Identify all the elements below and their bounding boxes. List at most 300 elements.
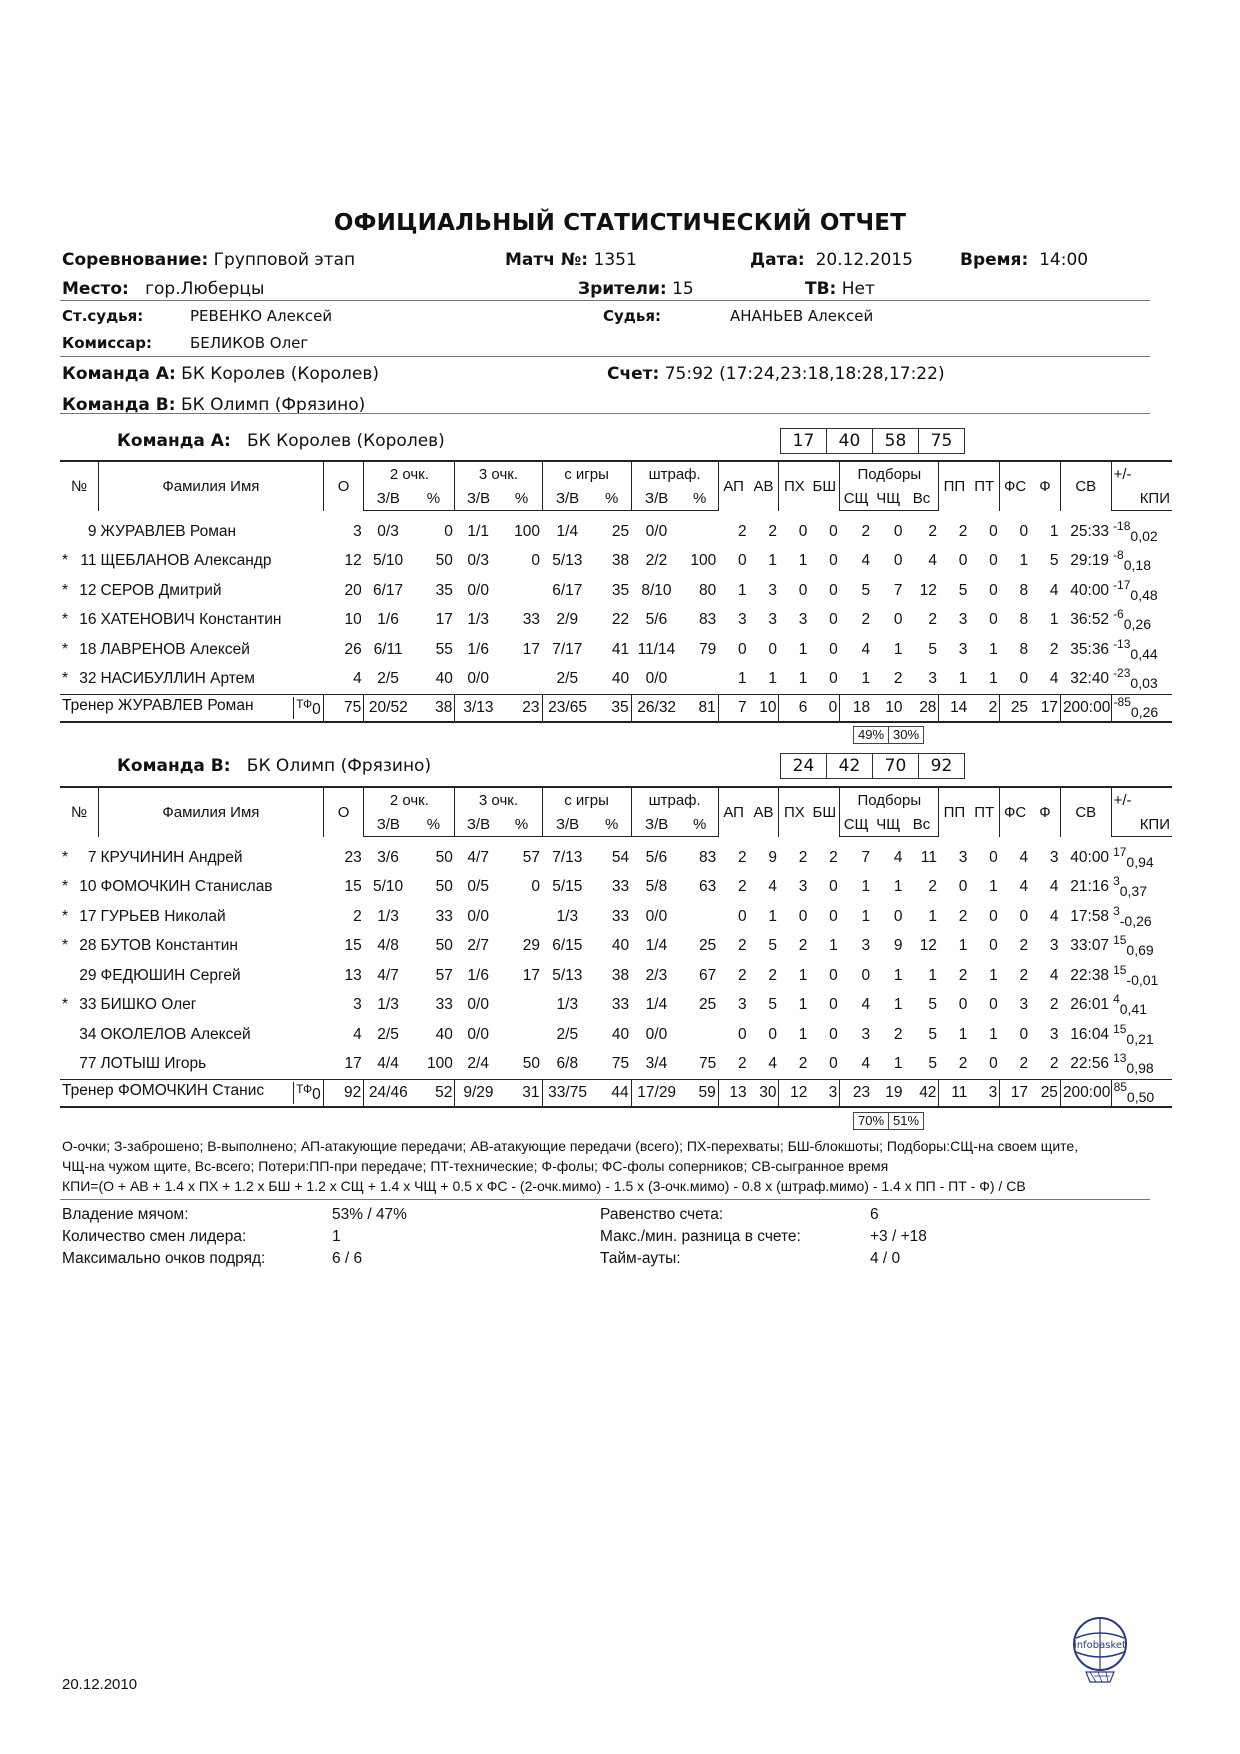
three-pt-pct: 50 (522, 1055, 541, 1073)
player-number: 12 (79, 581, 97, 599)
blocks: 0 (829, 552, 838, 570)
player-number-cell (60, 902, 98, 932)
plus-minus-kpi-cell (1111, 1050, 1172, 1080)
col-pct: % (502, 812, 543, 837)
kpi: -0,26 (1119, 912, 1152, 929)
def-rebounds: 1 (861, 670, 871, 688)
player-number-cell (60, 961, 98, 991)
col-fouls-drawn: ФС (1000, 461, 1030, 511)
starter-mark: * (62, 878, 69, 896)
fouls: 2 (1049, 996, 1059, 1014)
assists-all: 0 (768, 1025, 777, 1043)
player-number: 32 (79, 670, 97, 688)
ties-label: Равенство счета: (600, 1206, 724, 1223)
table-row (60, 665, 1172, 695)
fg-made-att: 1/3 (556, 907, 579, 925)
ft-made-att: 0/0 (645, 522, 668, 540)
col-made-att: З/В (364, 812, 413, 837)
col-pct: % (412, 486, 455, 511)
two-pt-made-att: 1/3 (377, 907, 399, 925)
total-fg-pct: 35 (593, 695, 631, 723)
two-pt-made-att: 1/3 (377, 996, 399, 1014)
player-name: ГУРЬЕВ Николай (100, 907, 226, 925)
player-name: ЛОТЫШ Игорь (100, 1055, 207, 1073)
col-fouls: Ф (1030, 787, 1060, 837)
place-value: гор.Люберцы (145, 279, 265, 299)
fg-made-att: 1/3 (556, 996, 579, 1014)
legend-line: КПИ=(О + АВ + 1.4 х ПХ + 1.2 х БШ + 1.2 х СЩ + 1.4 х ЧЩ + 0.5 х ФС - (2-очк.мимо) - 1.5 х (3-очк.мимо) - 0.8 х (штраф.мимо) - 1.4 х ПП - ПТ - Ф) / СВ (62, 1178, 1026, 1194)
max-run-label: Максимально очков подряд: (62, 1250, 266, 1267)
col-made-att: З/В (455, 812, 502, 837)
plus-minus: 15 (1113, 933, 1127, 948)
points: 3 (353, 522, 362, 540)
ft-pct (682, 902, 718, 932)
starter-mark: * (62, 996, 69, 1014)
col-ft: штраф. (631, 787, 718, 812)
fouls-drawn: 8 (1019, 640, 1029, 658)
blocks: 0 (829, 878, 838, 896)
place-label: Место: (62, 279, 129, 299)
tf-label: ТФ (296, 696, 313, 711)
total-plus-minus-kpi (1111, 1080, 1172, 1108)
three-pt-pct: 0 (531, 552, 541, 570)
starter-mark: * (62, 640, 69, 658)
basketball-logo-icon (1070, 1610, 1130, 1685)
assists-all: 5 (768, 937, 777, 955)
total-two-pct: 38 (412, 695, 455, 723)
col-reb-off: ЧЩ (872, 486, 904, 511)
kpi: -0,01 (1126, 971, 1159, 988)
col-3pt: 3 очк. (455, 787, 542, 812)
quarter-score: 75 (918, 428, 965, 454)
two-pt-made-att: 6/17 (372, 581, 404, 599)
kpi: 0,94 (1126, 853, 1154, 870)
fg-made-att: 5/13 (552, 552, 583, 570)
ft-made-att: 0/0 (645, 907, 668, 925)
total-off-rebounds: 19 (872, 1080, 904, 1108)
player-name: ЖУРАВЛЕВ Роман (100, 522, 237, 540)
col-ft: штраф. (631, 461, 718, 486)
assists-all: 1 (768, 670, 777, 688)
minutes: 36:52 (1070, 611, 1110, 629)
player-name: БИШКО Олег (100, 996, 197, 1014)
plus-minus-kpi-cell (1111, 873, 1172, 903)
kpi: 0,18 (1123, 557, 1151, 574)
infobasket-logo (1070, 1610, 1130, 1685)
steals: 1 (798, 640, 808, 658)
divider (60, 300, 1150, 301)
starter-mark: * (62, 670, 69, 688)
fg-pct: 38 (611, 966, 630, 984)
player-number-cell (60, 511, 98, 547)
competition-row (62, 250, 355, 270)
plus-minus: 15 (1113, 1021, 1127, 1036)
starter-mark: * (62, 581, 69, 599)
col-made-att: З/В (631, 812, 682, 837)
total-ft: 26/32 (631, 695, 682, 723)
starter-mark: * (62, 907, 69, 925)
steals: 3 (798, 611, 808, 629)
total-rebounds: 12 (919, 937, 937, 955)
total-rebounds: 11 (920, 848, 937, 866)
team-b-header-name: БК Олимп (Фрязино) (246, 756, 432, 776)
col-made-att: З/В (364, 486, 413, 511)
three-pt-made-att: 0/0 (467, 1025, 489, 1043)
player-number-cell (60, 606, 98, 636)
col-fouls: Ф (1030, 461, 1060, 511)
blocks: 0 (829, 966, 838, 984)
divider (60, 413, 1150, 414)
total-ft-pct: 59 (682, 1080, 718, 1108)
ft-pct (682, 1020, 718, 1050)
fg-pct: 40 (611, 1025, 630, 1043)
ft-made-att: 5/6 (645, 611, 668, 629)
col-made-att: З/В (631, 486, 682, 511)
assists: 0 (737, 640, 747, 658)
total-turnovers-tech: 2 (969, 695, 999, 723)
steals: 2 (798, 937, 808, 955)
total-ft-pct: 81 (682, 695, 718, 723)
match-value: 1351 (593, 250, 637, 270)
fg-pct: 35 (611, 581, 630, 599)
minutes: 26:01 (1070, 996, 1110, 1014)
total-rebounds: 42 (904, 1080, 938, 1108)
three-pt-made-att: 0/0 (467, 581, 489, 599)
player-number: 28 (79, 937, 97, 955)
points: 13 (344, 966, 362, 984)
steals: 1 (798, 670, 808, 688)
player-name: НАСИБУЛЛИН Артем (100, 670, 255, 688)
off-rebounds: 9 (893, 937, 903, 955)
plus-minus: -18 (1113, 518, 1131, 533)
total-turnovers-pass: 14 (939, 695, 969, 723)
plus-minus-kpi-cell (1111, 837, 1172, 873)
fg-made-att: 2/5 (556, 1025, 579, 1043)
minutes: 35:36 (1070, 640, 1110, 658)
fg-made-att: 6/15 (552, 937, 583, 955)
col-minutes: СВ (1060, 787, 1111, 837)
plus-minus-kpi-cell (1111, 932, 1172, 962)
steals: 1 (798, 966, 808, 984)
total-three-pct: 23 (502, 695, 543, 723)
assists: 2 (737, 937, 747, 955)
table-row (60, 576, 1172, 606)
quarter-score: 24 (780, 753, 827, 779)
ft-pct: 25 (698, 996, 717, 1014)
col-ast-all: АВ (749, 787, 779, 837)
col-2pt: 2 очк. (364, 461, 455, 486)
plus-minus-kpi-cell (1111, 606, 1172, 636)
total-ft: 17/29 (631, 1080, 682, 1108)
def-rebounds: 5 (861, 581, 871, 599)
total-fg: 23/65 (542, 695, 593, 723)
turnovers-tech: 0 (989, 848, 998, 866)
coach-name: Тренер ФОМОЧКИН Станис (62, 1081, 265, 1099)
score-row (607, 364, 945, 384)
assists: 2 (737, 878, 747, 896)
fouls-drawn: 8 (1019, 581, 1029, 599)
off-rebounds: 1 (893, 1055, 903, 1073)
ft-pct: 80 (698, 581, 717, 599)
fg-pct: 41 (611, 640, 630, 658)
legend-line: ЧЩ-на чужом щите, Вс-всего; Потери:ПП-при передаче; ПТ-технические; Ф-фолы; ФС-фолы соперников; СВ-сыгранное время (62, 1158, 889, 1174)
player-name: КРУЧИНИН Андрей (100, 848, 243, 866)
def-rebounds: 2 (861, 522, 871, 540)
ft-made-att: 2/3 (645, 966, 668, 984)
ft-made-att: 8/10 (641, 581, 672, 599)
player-number: 34 (79, 1025, 97, 1043)
minutes: 25:33 (1070, 522, 1110, 540)
player-number-cell (60, 991, 98, 1021)
coach-cell (60, 695, 323, 723)
chief-ref-label: Ст.судья: (62, 307, 144, 325)
ft-pct: 79 (698, 640, 717, 658)
plus-minus-kpi-cell (1111, 635, 1172, 665)
ft-pct: 100 (690, 552, 717, 570)
total-def-rebounds: 23 (840, 1080, 872, 1108)
three-pt-pct: 0 (531, 878, 541, 896)
off-rebounds: 1 (893, 966, 903, 984)
team-a-header (117, 431, 445, 451)
three-pt-made-att: 4/7 (467, 848, 489, 866)
ft-made-att: 5/8 (645, 878, 668, 896)
off-rebounds: 4 (893, 848, 903, 866)
match-row (505, 250, 637, 270)
tf-value: 0 (312, 1086, 321, 1104)
blocks: 0 (829, 907, 838, 925)
total-rebounds: 5 (928, 1025, 937, 1043)
total-fouls: 17 (1030, 695, 1060, 723)
blocks: 0 (829, 1055, 838, 1073)
col-name: Фамилия Имя (98, 461, 323, 511)
def-rebounds: 4 (861, 996, 871, 1014)
fouls-drawn: 4 (1019, 878, 1029, 896)
starter-mark: * (62, 552, 69, 570)
two-pt-made-att: 6/11 (373, 640, 403, 658)
turnovers-pass: 1 (958, 1025, 968, 1043)
total-steals: 12 (779, 1080, 809, 1108)
blocks: 2 (829, 848, 838, 866)
three-pt-made-att: 1/6 (467, 640, 489, 658)
plus-minus: -85 (1113, 695, 1131, 709)
plus-minus-kpi-cell (1111, 902, 1172, 932)
possession-label: Владение мячом: (62, 1206, 189, 1223)
fouls: 1 (1049, 611, 1059, 629)
blocks: 0 (829, 640, 838, 658)
assists-all: 9 (768, 848, 777, 866)
plus-minus-kpi-cell (1111, 1020, 1172, 1050)
total-turnovers-tech: 3 (969, 1080, 999, 1108)
player-name: СЕРОВ Дмитрий (100, 581, 222, 599)
date-row (750, 250, 913, 270)
total-three-pt: 3/13 (455, 695, 502, 723)
turnovers-pass: 2 (958, 966, 968, 984)
fouls-drawn: 2 (1019, 966, 1029, 984)
table-row (60, 1050, 1172, 1080)
turnovers-pass: 2 (958, 1055, 968, 1073)
ft-made-att: 2/2 (645, 552, 668, 570)
total-points: 92 (323, 1080, 364, 1108)
assists: 2 (737, 1055, 747, 1073)
three-pt-pct: 17 (522, 966, 541, 984)
two-pt-pct: 0 (444, 522, 453, 540)
three-pt-pct: 100 (514, 522, 541, 540)
total-rebounds: 1 (928, 907, 937, 925)
fg-pct: 75 (611, 1055, 630, 1073)
player-number: 29 (79, 966, 97, 984)
points: 23 (344, 848, 362, 866)
def-rebounds: 0 (861, 966, 871, 984)
coach-name: Тренер ЖУРАВЛЕВ Роман (62, 696, 254, 714)
fouls: 2 (1049, 1055, 1059, 1073)
plus-minus-kpi-cell (1111, 547, 1172, 577)
team-b-header (117, 756, 431, 776)
fouls: 4 (1049, 966, 1059, 984)
quarter-score: 58 (872, 428, 919, 454)
fouls: 4 (1049, 878, 1059, 896)
col-ast-all: АВ (749, 461, 779, 511)
table-row (60, 1020, 1172, 1050)
fouls: 3 (1049, 1025, 1059, 1043)
off-rebounds: 0 (893, 611, 903, 629)
col-kpi: КПИ (1111, 486, 1172, 511)
minutes: 22:56 (1070, 1055, 1110, 1073)
player-number-cell (60, 576, 98, 606)
off-rebounds: 0 (893, 552, 903, 570)
assists-all: 0 (768, 640, 777, 658)
def-rebounds: 4 (861, 552, 871, 570)
total-rebounds: 28 (904, 695, 938, 723)
starter-mark: * (62, 937, 69, 955)
quarter-score: 40 (826, 428, 873, 454)
col-made-att: З/В (455, 486, 502, 511)
kpi: 0,37 (1119, 883, 1147, 900)
col-pct: % (412, 812, 455, 837)
col-points: О (323, 787, 364, 837)
total-rebounds: 5 (928, 1055, 937, 1073)
col-reb-off: ЧЩ (872, 812, 904, 837)
assists: 3 (737, 996, 747, 1014)
two-pt-pct: 50 (435, 552, 453, 570)
plus-minus: 4 (1113, 992, 1120, 1007)
turnovers-pass: 2 (958, 522, 968, 540)
blocks: 0 (829, 581, 838, 599)
turnovers-tech: 1 (989, 966, 998, 984)
fg-made-att: 7/13 (552, 848, 583, 866)
two-pt-made-att: 5/10 (372, 878, 404, 896)
three-pt-made-att: 1/3 (467, 611, 489, 629)
plus-minus: 85 (1113, 1080, 1127, 1094)
plus-minus: -13 (1113, 636, 1131, 651)
col-name: Фамилия Имя (98, 787, 323, 837)
fouls: 4 (1049, 581, 1059, 599)
blocks: 0 (829, 611, 838, 629)
competition-value: Групповой этап (213, 250, 356, 270)
fouls-drawn: 8 (1019, 611, 1029, 629)
total-def-rebounds: 18 (840, 695, 872, 723)
col-pct: % (593, 812, 631, 837)
col-rebounds: Подборы (840, 461, 939, 486)
steals: 0 (798, 522, 808, 540)
col-reb-total: Вс (904, 812, 938, 837)
player-number-cell (60, 1050, 98, 1080)
turnovers-pass: 3 (958, 640, 968, 658)
fg-made-att: 6/8 (556, 1055, 579, 1073)
team-b-header-label: Команда В: (117, 756, 231, 776)
col-3pt: 3 очк. (455, 461, 542, 486)
ft-made-att: 11/14 (637, 640, 676, 658)
fouls: 5 (1049, 552, 1059, 570)
minutes: 32:40 (1070, 670, 1110, 688)
fg-pct: 22 (611, 611, 630, 629)
points: 2 (353, 907, 362, 925)
commissioner-value: БЕЛИКОВ Олег (190, 334, 309, 352)
three-pt-pct (502, 1020, 543, 1050)
plus-minus: 3 (1113, 903, 1120, 918)
two-pt-made-att: 3/6 (377, 848, 399, 866)
turnovers-tech: 0 (989, 1055, 998, 1073)
score-value: 75:92 (17:24,23:18,18:28,17:22) (664, 364, 945, 384)
team-a-header-name: БК Королев (Королев) (246, 431, 445, 451)
col-plus-minus: +/- (1111, 787, 1172, 812)
fg-made-att: 2/9 (556, 611, 579, 629)
kpi: 0,44 (1130, 645, 1158, 662)
turnovers-tech: 0 (989, 581, 998, 599)
col-reb-def: СЩ (840, 486, 872, 511)
tv-row (805, 279, 875, 299)
points: 4 (353, 670, 362, 688)
fouls: 4 (1049, 670, 1059, 688)
col-ast: АП (718, 787, 748, 837)
plus-minus: -17 (1113, 577, 1131, 592)
competition-label: Соревнование: (62, 250, 209, 270)
assists: 2 (737, 966, 747, 984)
player-name: ЛАВРЕНОВ Алексей (100, 640, 250, 658)
player-name: ФОМОЧКИН Станислав (100, 878, 273, 896)
two-pt-pct: 50 (435, 937, 453, 955)
total-fouls: 25 (1030, 1080, 1060, 1108)
def-rebound-percent: 49% (853, 726, 889, 744)
total-rebounds: 2 (928, 878, 937, 896)
col-fg: с игры (542, 461, 631, 486)
turnovers-pass: 0 (958, 878, 968, 896)
three-pt-made-att: 0/0 (467, 996, 489, 1014)
total-rebounds: 2 (928, 522, 937, 540)
date-value: 20.12.2015 (815, 250, 913, 270)
timeouts-value: 4 / 0 (870, 1250, 901, 1267)
plus-minus: -6 (1113, 607, 1124, 622)
off-rebounds: 0 (893, 907, 903, 925)
col-num: № (60, 787, 98, 837)
minutes: 29:19 (1070, 552, 1110, 570)
max-diff-value: +3 / +18 (870, 1228, 927, 1245)
col-to-pass: ПП (939, 787, 969, 837)
plus-minus: 13 (1113, 1051, 1127, 1066)
turnovers-tech: 1 (989, 1025, 998, 1043)
fg-made-att: 2/5 (556, 670, 579, 688)
turnovers-pass: 1 (958, 937, 968, 955)
ft-made-att: 5/6 (645, 848, 668, 866)
fg-pct: 40 (611, 937, 630, 955)
assists: 1 (737, 670, 747, 688)
assists: 2 (737, 522, 747, 540)
table-row (60, 991, 1172, 1021)
def-rebounds: 2 (861, 611, 871, 629)
two-pt-pct: 50 (435, 848, 453, 866)
time-value: 14:00 (1039, 250, 1089, 270)
timeouts-label: Тайм-ауты: (600, 1250, 681, 1267)
total-assists-all: 10 (749, 695, 779, 723)
